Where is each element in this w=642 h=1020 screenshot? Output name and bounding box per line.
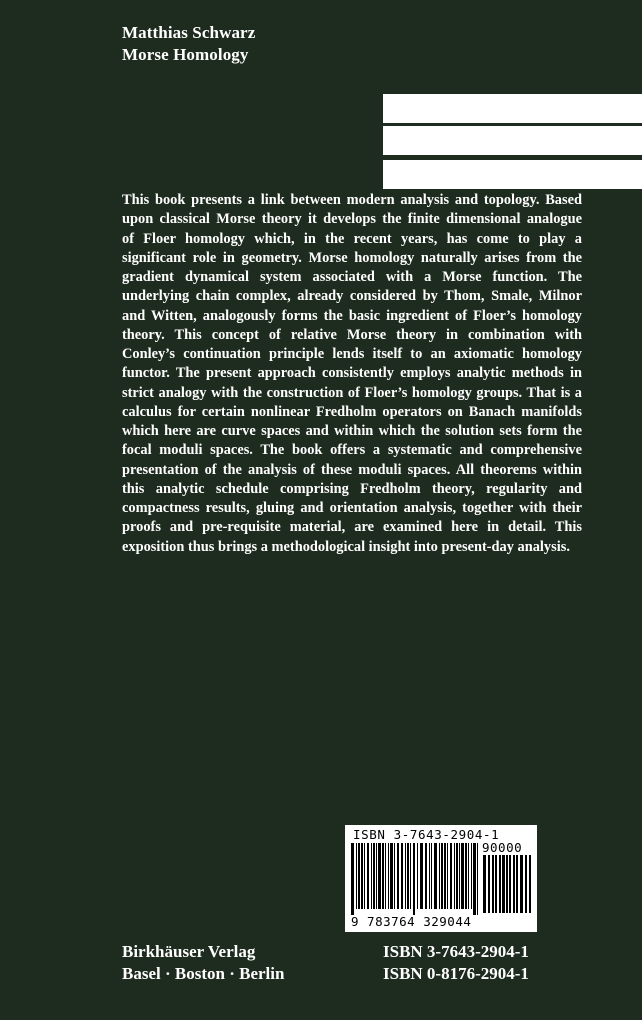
barcode-bar	[456, 843, 458, 909]
description-line: functor. The present approach consistently employs analytic methods in	[122, 365, 582, 382]
barcode-bar	[502, 855, 505, 913]
barcode-bar	[516, 855, 518, 913]
barcode-bar	[471, 843, 472, 909]
description-line: significant role in geometry. Morse homology naturally arises from the	[122, 249, 582, 266]
barcode-bar	[425, 843, 427, 909]
description-line: strict analogy with the construction of Floer’s homology groups. That is a	[122, 384, 582, 401]
barcode-bar	[420, 843, 423, 909]
barcode-bar	[520, 855, 523, 913]
description-line: exposition thus brings a methodological insight into present-day analysis.	[122, 538, 570, 555]
barcode-bar	[509, 855, 511, 913]
barcode-bar	[405, 843, 406, 909]
barcode-ean-number: 9 783764 329044	[351, 914, 472, 929]
barcode-bar	[361, 843, 363, 909]
barcode-bar	[401, 843, 403, 909]
barcode-bar	[351, 843, 354, 915]
barcode-bar	[444, 843, 446, 909]
barcode-bar	[364, 843, 365, 909]
barcode-bar	[434, 843, 437, 909]
barcode-bar	[385, 843, 386, 909]
barcode-bar	[439, 843, 440, 909]
barcode-bar	[513, 855, 515, 913]
description-line: presentation of the analysis of these moduli spaces. All theorems within	[122, 461, 582, 478]
barcode-bar	[394, 843, 395, 909]
publisher-name: Birkhäuser Verlag	[122, 942, 256, 961]
isbn-primary: ISBN 3-7643-2904-1	[383, 942, 529, 961]
decorative-stripe	[383, 126, 642, 155]
barcode-bar	[495, 855, 497, 913]
barcode-bar	[459, 843, 460, 909]
barcode-bar	[473, 843, 476, 915]
barcode-bar	[367, 843, 369, 909]
description-line: theory. This concept of relative Morse theory in combination with	[122, 326, 582, 343]
barcode-bar	[441, 843, 443, 909]
publisher-cities: Basel · Boston · Berlin	[122, 964, 285, 983]
decorative-stripe	[383, 160, 642, 189]
description-line: upon classical Morse theory it develops the finite dimensional analogue	[122, 211, 582, 228]
barcode-bar	[356, 843, 357, 909]
description-line: which here are curve spaces and within which the solution sets form the	[122, 423, 582, 439]
barcode-bar	[413, 843, 415, 915]
description-line: and Witten, analogously forms the basic ingredient of Floer’s homology	[122, 307, 582, 324]
description-line: proofs and pre-requisite material, are examined here in detail. This	[122, 519, 582, 536]
description-line: compactness results, gluing and orientation analysis, together with their	[122, 500, 582, 516]
barcode-bar	[506, 855, 508, 913]
barcode-bar	[407, 843, 409, 909]
author-name: Matthias Schwarz	[122, 23, 256, 42]
barcode-bar	[468, 843, 469, 909]
barcode-bar	[371, 843, 372, 909]
barcode	[345, 825, 537, 932]
isbn-secondary: ISBN 0-8176-2904-1	[383, 964, 529, 983]
barcode-bar	[454, 843, 455, 909]
barcode-bar	[450, 843, 452, 909]
addon-barcode-bars	[483, 855, 531, 913]
description-line: this analytic schedule comprising Fredholm theory, regularity and	[122, 480, 582, 497]
barcode-bar	[378, 843, 381, 909]
book-description	[122, 191, 582, 557]
barcode-bar	[397, 843, 399, 909]
book-title: Morse Homology	[122, 45, 249, 64]
description-line: underlying chain complex, already considered by Thom, Smale, Milnor	[122, 288, 582, 305]
barcode-bar	[429, 843, 430, 909]
barcode-isbn-label: ISBN 3-7643-2904-1	[353, 827, 500, 842]
description-line: focal moduli spaces. The book offers a systematic and comprehensive	[122, 442, 582, 459]
ean-barcode-bars	[351, 843, 479, 915]
barcode-bar	[461, 843, 464, 909]
barcode-bar	[488, 855, 490, 913]
barcode-bar	[477, 843, 478, 915]
barcode-bar	[390, 843, 393, 909]
description-line: This book presents a link between modern analysis and topology. Based	[122, 192, 582, 208]
barcode-bar	[431, 843, 432, 909]
barcode-bar	[529, 855, 531, 913]
barcode-bar	[388, 843, 389, 909]
description-line: Conley’s continuation principle lends itself to an axiomatic homology	[122, 346, 582, 362]
barcode-bar	[373, 843, 375, 909]
barcode-bar	[447, 843, 448, 909]
barcode-bar	[376, 843, 377, 909]
description-line: of Floer homology which, in the recent years, has come to play a	[122, 230, 582, 247]
barcode-bar	[483, 855, 486, 913]
barcode-bar	[417, 843, 418, 909]
barcode-bar	[465, 843, 467, 909]
decorative-stripe	[383, 94, 642, 123]
barcode-bar	[525, 855, 527, 913]
barcode-bar	[358, 843, 360, 909]
description-line: gradient dynamical system associated with a Morse function. The	[122, 269, 582, 285]
barcode-addon-number: 90000	[482, 840, 523, 855]
barcode-bar	[410, 843, 411, 909]
description-line: calculus for certain nonlinear Fredholm operators on Banach manifolds	[122, 403, 582, 420]
barcode-bar	[492, 855, 494, 913]
barcode-bar	[382, 843, 384, 909]
barcode-bar	[499, 855, 501, 913]
